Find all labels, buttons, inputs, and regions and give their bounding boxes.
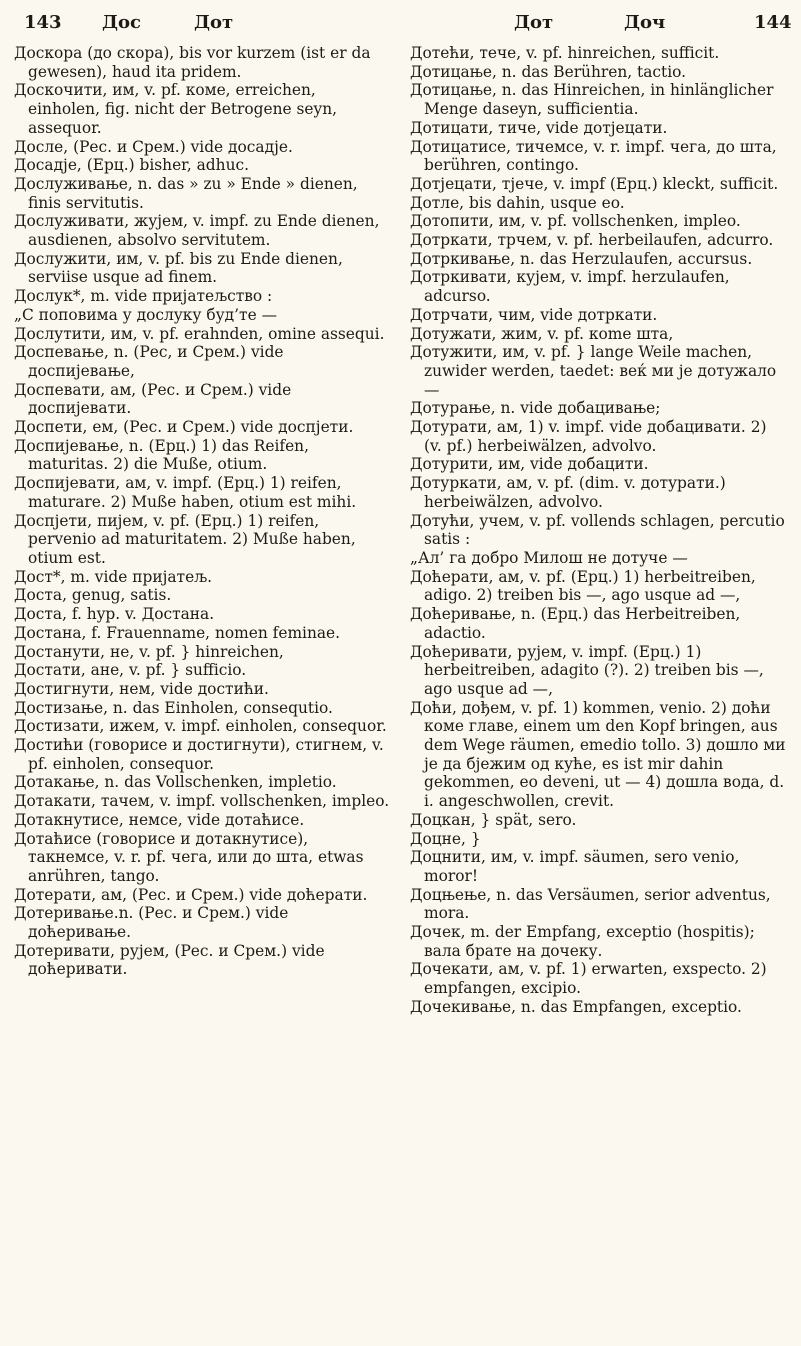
dictionary-entry: Дотурање, n. vide добацивање; — [410, 399, 661, 418]
dictionary-entry: Доцнити, им, v. impf. säumen, sero venio, moror! — [410, 848, 740, 885]
dictionary-entry: Дотуркати, ам, v. pf. (dim. v. дотурати.) herbeiwälzen, advolvo. — [410, 474, 726, 511]
dictionary-entry: Дотицатисе, тичемсе, v. r. impf. чега, до шта, berühren, contingo. — [410, 137, 777, 175]
right-column — [410, 44, 786, 1017]
dictionary-entry: Дотрчати, чим, vide дотркати. — [410, 305, 658, 324]
dictionary-entry: Дотопити, им, v. pf. vollschenken, impleo. — [410, 212, 741, 231]
dictionary-entry: Дост*, m. vide пријатељ. — [14, 567, 213, 586]
dictionary-entry: Дослужити, им, v. pf. bis zu Ende dienen, serviise usque ad finem. — [14, 249, 343, 287]
dictionary-entry: „С поповима у дослуку буд’те — — [14, 305, 277, 324]
dictionary-entry: Доцкан, } spät, sero. — [410, 810, 577, 829]
dictionary-entry: Доскочити, им, v. pf. коме, erreichen, einholen, fig. nicht der Betrogene seyn, assequor. — [14, 81, 338, 137]
dictionary-entry: Доћеривање, n. (Ерц.) das Herbeitreiben, adactio. — [410, 605, 741, 642]
dictionary-entry: Доста, f. hyp. v. Достана. — [14, 605, 215, 624]
dictionary-entry: Достићи (говорисе и достигнути), стигнем, v. pf. einholen, consequor. — [14, 736, 384, 773]
running-header — [14, 8, 792, 42]
dictionary-entry: Досле, (Рес. и Срем.) vide досадје. — [14, 137, 293, 156]
dictionary-entry: Достизати, ижем, v. impf. einholen, consequor. — [14, 717, 387, 736]
dictionary-entry: Дотркивање, n. das Herzulaufen, accursus. — [410, 249, 753, 268]
dictionary-entry: Достигнути, нем, vide достићи. — [14, 679, 269, 698]
dictionary-entry: Досадје, (Ерц.) bisher, adhuc. — [14, 156, 249, 175]
dictionary-entry: Дочек, m. der Empfang, exceptio (hospitis); вала брате на дочеку. — [410, 923, 755, 960]
dictionary-entry: Доспјети, пијем, v. pf. (Ерц.) 1) reifen, pervenio ad maturitatem. 2) Muße haben, otium est. — [14, 511, 356, 567]
dictionary-entry: Дотурати, ам, 1) v. impf. vide добацивати. 2) (v. pf.) herbeiwälzen, advolvo. — [410, 418, 767, 455]
dictionary-entry: Дотицање, n. das Berühren, tactio. — [410, 62, 687, 81]
dictionary-entry: Дотакати, тачем, v. impf. vollschenken, impleo. — [14, 792, 390, 811]
guide-word-left-1: Дос — [102, 12, 141, 33]
dictionary-entry: Доцне, } — [410, 829, 481, 848]
dictionary-entry: Дослуживати, жујем, v. impf. zu Ende dienen, ausdienen, absolvo servitutem. — [14, 212, 380, 250]
left-column — [14, 44, 390, 1017]
dictionary-entry: Доспевање, n. (Рес, и Срем.) vide доспијевање, — [14, 343, 284, 380]
dictionary-entry: Доскора (до скора), bis vor kurzem (ist er da gewesen), haud ita pridem. — [14, 44, 371, 81]
dictionary-entry: Достана, f. Frauenname, nomen feminae. — [14, 623, 341, 642]
dictionary-entry: Доспети, ем, (Рес. и Срем.) vide доспјети. — [14, 418, 354, 437]
dictionary-entry: Дочекати, ам, v. pf. 1) erwarten, exspecto. 2) empfangen, excipio. — [410, 960, 767, 998]
dictionary-entry: Дотеривати, рујем, (Рес. и Срем.) vide доћеривати. — [14, 941, 325, 979]
dictionary-entry: Дотицање, n. das Hinreichen, in hinlänglicher Menge daseyn, sufficientia. — [410, 81, 774, 119]
dictionary-entry: Доћерати, ам, v. pf. (Ерц.) 1) herbeitreiben, adigo. 2) treiben bis —, ago usque ad —, — [410, 567, 756, 605]
dictionary-entry: Дотркивати, кујем, v. impf. herzulaufen, adcurso. — [410, 268, 730, 306]
dictionary-entry: Дослуживање, n. das » zu » Ende » dienen, finis servitutis. — [14, 174, 358, 212]
dictionary-entry: Дотјецати, тјече, v. impf (Ерц.) kleckt, sufficit. — [410, 174, 779, 193]
dictionary-entry: Дочекивање, n. das Empfangen, exceptio. — [410, 997, 742, 1016]
dictionary-entry: Дотакање, n. das Vollschenken, impletio. — [14, 773, 337, 792]
dictionary-entry: Доспијевање, n. (Ерц.) 1) das Reifen, maturitas. 2) die Muße, otium. — [14, 436, 309, 474]
guide-word-left-2: Дот — [194, 12, 234, 33]
dictionary-entry: Доћи, дођем, v. pf. 1) kommen, venio. 2) доћи коме главе, einem um den Kopf bringen, aus dem Wege räumen, emedio tollo. 3) дошло ми je да бјежим од куће, es ist mir dahin gekommen, eo deveni, ut — 4) дошла вода, d. i. angeschwollen, crevit. — [410, 698, 786, 811]
dictionary-entry: Доста, genug, satis. — [14, 586, 172, 605]
dictionary-entry: Дотући, учем, v. pf. vollends schlagen, percutio satis : — [410, 511, 785, 549]
page-number-left: 143 — [24, 12, 62, 33]
guide-word-right-1: Дот — [514, 12, 554, 33]
dictionary-entry: Достизање, n. das Einholen, consequtio. — [14, 698, 333, 717]
dictionary-entry: Доспијевати, ам, v. impf. (Ерц.) 1) reifen, maturare. 2) Muße haben, otium est mihi. — [14, 474, 357, 511]
dictionary-entry: Дотркати, трчем, v. pf. herbeilaufen, adcurro. — [410, 231, 774, 250]
dictionary-entry: Достанути, не, v. pf. } hinreichen, — [14, 642, 284, 661]
dictionary-entry: Достати, ане, v. pf. } sufficio. — [14, 661, 247, 680]
dictionary-entry: Дослук*, m. vide пријатељство : — [14, 287, 273, 306]
guide-word-right-2: Доч — [624, 12, 666, 33]
dictionary-entry: Дотицати, тиче, vide дотјецати. — [410, 118, 668, 137]
dictionary-entry: Дослутити, им, v. pf. erahnden, omine assequi. — [14, 324, 385, 343]
dictionary-entry: Дотурити, им, vide добацити. — [410, 455, 649, 474]
dictionary-entry: Доцњење, n. das Versäumen, serior adventus, mora. — [410, 885, 771, 923]
page-number-right: 144 — [754, 12, 792, 33]
dictionary-entry: Дотле, bis dahin, usque eo. — [410, 193, 625, 212]
dictionary-entry: Дотећи, течe, v. pf. hinreichen, sufficit. — [410, 44, 720, 62]
dictionary-entry: „Ал’ га добро Милош не дотуче — — [410, 548, 688, 567]
dictionary-entry: Дотерати, ам, (Рес. и Срем.) vide доћерати. — [14, 885, 368, 904]
dictionary-entry: Дотужати, жим, v. pf. кome шта, — [410, 324, 674, 343]
dictionary-entry: Дотеривање.n. (Рес. и Срем.) vide доћеривање. — [14, 904, 289, 942]
dictionary-entry: Дотакнутисе, немсе, vide дотаћисе. — [14, 810, 305, 829]
dictionary-entry: Доспевати, ам, (Рес. и Срем.) vide доспијевати. — [14, 380, 292, 418]
dictionary-entry: Дотужити, им, v. pf. } lange Weile machen, zuwider werden, taedet: веќ ми je дотужало — — [410, 343, 777, 399]
dictionary-entry: Доћеривати, рујем, v. impf. (Ерц.) 1) herbeitreiben, adagito (?). 2) treiben bis —, ago usque ad —, — [410, 642, 764, 698]
dictionary-entry: Дотаћисе (говорисе и дотакнутисе), такнемсе, v. r. pf. чега, или до шта, etwas anrühren, tango. — [14, 829, 364, 885]
